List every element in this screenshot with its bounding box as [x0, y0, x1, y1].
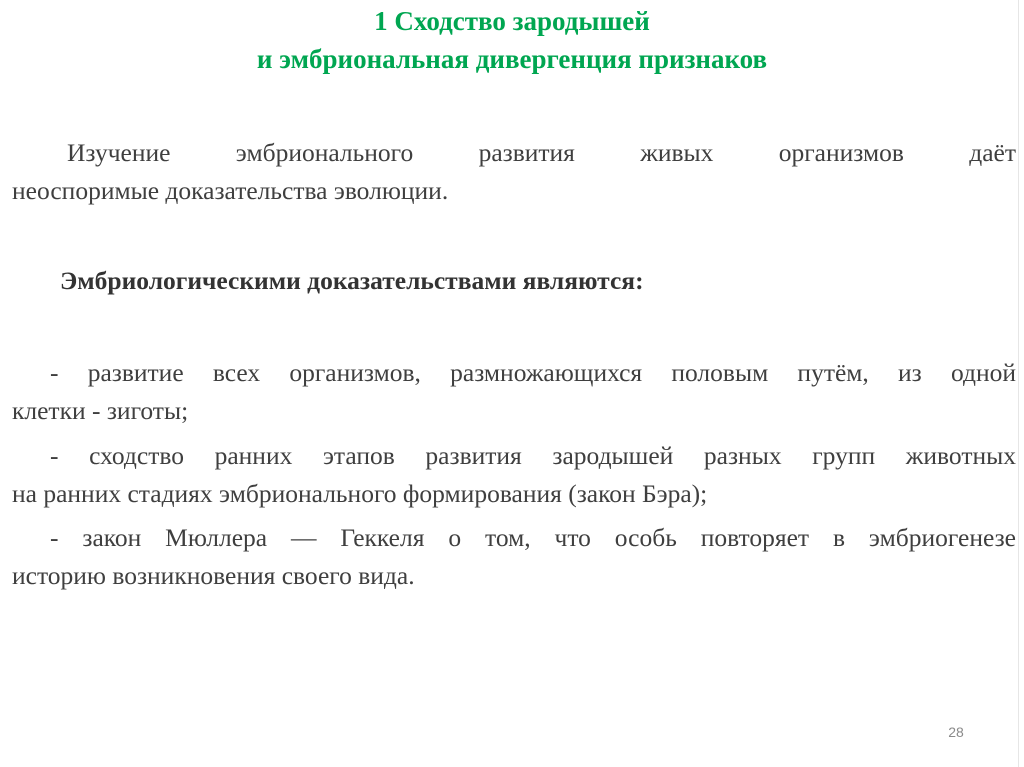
- evidence-item-2: [12, 437, 1016, 513]
- evidence-item-2-line-1: - сходство ранних этапов развития зародышей разных групп животных: [50, 441, 1016, 470]
- evidence-item-3-line-1: - закон Мюллера — Геккеля о том, что особь повторяет в эмбриогенезе: [50, 523, 1016, 552]
- evidence-item-1-line-2: клетки - зиготы;: [12, 396, 189, 425]
- title-line-1: 1 Сходство зародышей: [374, 6, 650, 36]
- evidence-item-3: [12, 519, 1016, 595]
- evidence-item-2-line-2: на ранних стадиях эмбрионального формирования (закон Бэра);: [12, 479, 708, 508]
- intro-line-1: Изучение эмбрионального развития живых организмов даёт: [67, 138, 1016, 167]
- evidence-item-1-line-1: - развитие всех организмов, размножающихся половым путём, из одной: [50, 358, 1016, 387]
- page-number: 28: [948, 724, 964, 740]
- title-line-2: и эмбриональная дивергенция признаков: [256, 44, 768, 74]
- slide-edge-divider: [1018, 0, 1019, 767]
- intro-paragraph: [12, 134, 1016, 210]
- evidence-subheading: Эмбриологическими доказательствами являются:: [60, 266, 644, 295]
- intro-line-2: неоспоримые доказательства эволюции.: [12, 176, 449, 205]
- evidence-item-1: [12, 354, 1016, 430]
- slide-title: [0, 2, 1024, 78]
- evidence-item-3-line-2: историю возникновения своего вида.: [12, 561, 415, 590]
